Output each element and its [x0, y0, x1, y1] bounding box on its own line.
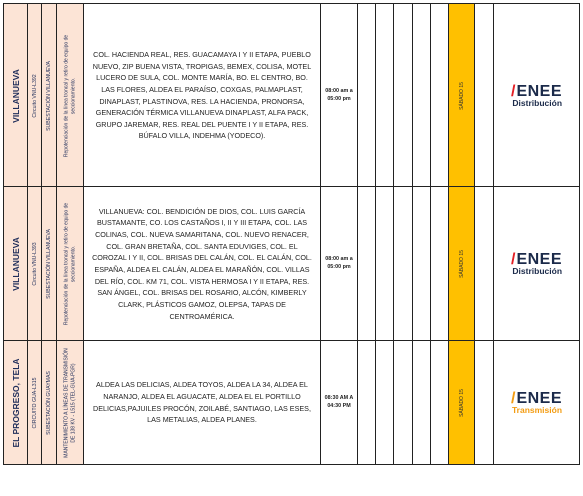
day-label: SÁBADO 15 [458, 250, 465, 278]
substation-label: SUBESTACIÓN VILLANUEVA [46, 229, 52, 299]
blank-cell [375, 4, 393, 187]
sectors-cell [83, 187, 320, 341]
blank-cell [375, 341, 393, 464]
enee-logo [511, 252, 562, 276]
hours-text: 08:30 AM A 04:30 PM [324, 394, 354, 409]
blank-cell [357, 187, 375, 341]
logo-cell [493, 341, 580, 464]
hours-cell [320, 187, 357, 341]
day-cell [448, 187, 474, 341]
city-cell [3, 341, 27, 464]
blank-cell [474, 187, 493, 341]
work-description: Repotenciación de la línea troncal y retiro de equipo de seccionamiento. [63, 202, 76, 326]
city-cell [3, 4, 27, 187]
hours-text: 08:00 am a 05:00 pm [325, 87, 353, 102]
city-label: EL PROGRESO, TELA [10, 357, 21, 448]
circuit-label: Circuito VNU-L393 [31, 242, 38, 286]
blank-cell [412, 341, 430, 464]
blank-cell [357, 4, 375, 187]
logo-word: ENEE [516, 82, 563, 100]
enee-logo [511, 391, 562, 415]
hours-cell [320, 4, 357, 187]
blank-cell [430, 4, 448, 187]
circuit-cell [27, 4, 41, 187]
blank-cell [430, 187, 448, 341]
blank-cell [393, 341, 412, 464]
blank-cell [412, 4, 430, 187]
bolt-icon: / [510, 389, 516, 407]
circuit-cell [27, 187, 41, 341]
work-cell [56, 187, 83, 341]
sectors-cell [83, 4, 320, 187]
circuit-cell [27, 341, 41, 464]
substation-label: SUBESTACIÓN VILLANUEVA [46, 60, 52, 131]
day-label: SÁBADO 15 [458, 388, 465, 417]
substation-label: SUBESTACIÓN GUAYMAS [46, 370, 52, 435]
table-row [3, 340, 580, 465]
logo-subtitle: Distribución [512, 97, 563, 108]
blank-cell [474, 341, 493, 464]
logo-word: ENEE [516, 251, 563, 269]
day-label: SÁBADO 15 [458, 81, 465, 110]
bolt-icon: / [510, 251, 516, 269]
sectors-text: VILLANUEVA: COL. BENDICIÓN DE DIOS, COL. LUIS GARCÍA BUSTAMANTE, CO. LOS CASTAÑOS I, II Y III ETAPA, COL. LAS COLINAS, COL. NUEVA SAMARITANA, COL. NUEVO RENACER, COL. GRAN BRETAÑA, COL. SANTA EDUVIGES, COL. EL COROZAL I Y II, COL. BRISAS DEL CALÁN, COL. EL CALÁN, COL. ESPAÑA, ALDEA EL CALÁN, ALDEA EL MARAÑÓN, COL. VILLAS DEL RÍO, COL. KM 71, COL. VISTA HERMOSA I Y II ETAPA, RES. SAN ÁNGEL, COL. BRISAS DEL ROSARIO, ALCÓN, KIMBERLY CLARK, PLÁSTICOS GAMOZ, OLEPSA, TAPAS DE CENTROAMÉRICA. [92, 206, 312, 321]
circuit-label: CIRCUITO GUA-L315 [31, 377, 38, 428]
logo-cell [493, 187, 580, 341]
hours-cell [320, 341, 357, 464]
sectors-text: ALDEA LAS DELICIAS, ALDEA TOYOS, ALDEA LA 34, ALDEA EL NARANJO, ALDEA EL AGUACATE, ALDEA EL EL PORTILLO DELICIAS,PAJUILES PROCÓN, ZOILABÉ, SANTIAGO, LAS ESES, LAS METALIAS, ALDEA PLANES. [93, 380, 311, 425]
day-cell [448, 4, 474, 187]
logo-subtitle: Transmisión [511, 404, 563, 415]
blank-cell [357, 341, 375, 464]
enee-logo [511, 84, 562, 108]
table-row [3, 3, 580, 187]
hours-text: 08:00 am a 05:00 pm [325, 256, 353, 270]
sectors-text: COL. HACIENDA REAL, RES. GUACAMAYA I Y II ETAPA, PUEBLO NUEVO, ZIP BUENA VISTA, TROPIGAS, BEMEX, COLISA, MOTEL LUCERO DE SULA, COL. MONTE MARÍA, BO. EL CENTRO, BO. LAS FLORES, ALDEA EL PARAÍSO, COXGAS, PALMAPLAST, DINAPLAST, PLASTINOVA, RES. LA HACIENDA, PRONORSA, GENERACIÓN TÉRMICA VILLANUEVA DINAPLAST, ALFA PACK, GRUPO JAREMAR, RES. REAL DEL PUENTE I Y II ETAPA, RES. BÚFALO VILLA, INDEHMA (YODECO). [92, 49, 312, 141]
logo-subtitle: Distribución [512, 266, 563, 277]
blank-cell [393, 187, 412, 341]
bolt-icon: / [510, 82, 516, 100]
blank-cell [430, 341, 448, 464]
day-cell [448, 341, 474, 464]
sectors-cell [83, 341, 320, 464]
city-label: VILLANUEVA [10, 68, 21, 123]
logo-cell [493, 4, 580, 187]
blank-cell [412, 187, 430, 341]
city-cell [3, 187, 27, 341]
circuit-label: Circuito VNU-L392 [31, 73, 38, 118]
logo-word: ENEE [516, 389, 563, 407]
city-label: VILLANUEVA [10, 237, 21, 291]
blank-cell [393, 4, 412, 187]
blank-cell [375, 187, 393, 341]
blank-cell [474, 4, 493, 187]
substation-cell [41, 187, 56, 341]
work-description: Repotenciación de la línea troncal y retiro de equipo de seccionamiento. [63, 34, 76, 157]
outage-schedule-table [3, 3, 580, 464]
table-row [3, 186, 580, 341]
substation-cell [41, 4, 56, 187]
work-cell [56, 4, 83, 187]
work-description: MANTENIMIENTO A LÍNEAS DE TRANSMISIÓN DE 138 KV - L515 (TEL-GUA-PGR) [63, 347, 76, 458]
work-cell [56, 341, 83, 464]
substation-cell [41, 341, 56, 464]
